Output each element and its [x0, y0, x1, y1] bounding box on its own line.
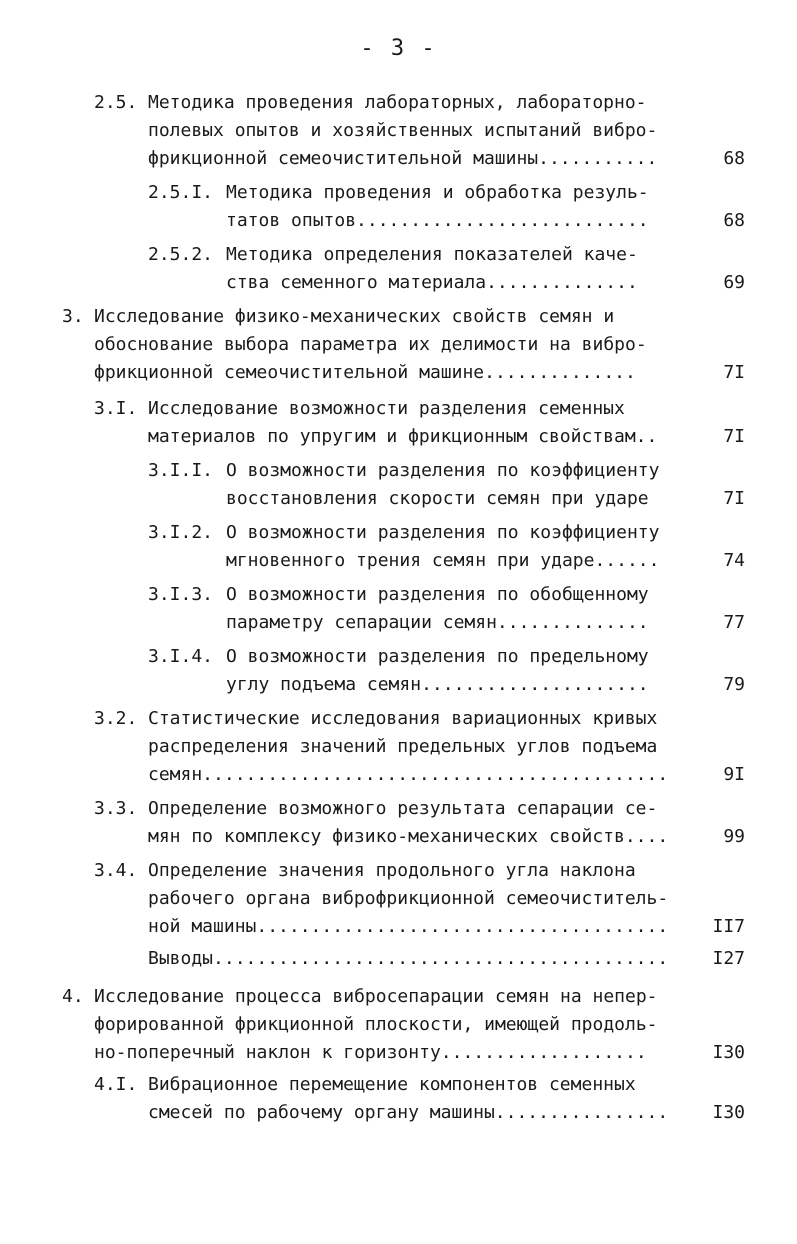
toc-entry-line: полевых опытов и хозяйственных испытаний вибро-	[148, 120, 658, 141]
toc-entry-page: 7I	[723, 362, 745, 383]
toc-entry-number: 4.	[62, 986, 84, 1007]
toc-entry-line: Методика определения показателей каче-	[226, 244, 638, 265]
page-number: - 3 -	[360, 36, 437, 61]
toc-entry-line: Определение возможного результата сепарации се-	[148, 798, 658, 819]
toc-entry-line: Исследование возможности разделения семенных	[148, 398, 625, 419]
toc-entry-line: Исследование физико-механических свойств семян и	[94, 306, 615, 327]
toc-entry-page: 68	[723, 210, 745, 231]
toc-entry-line: О возможности разделения по коэффициенту	[226, 522, 660, 543]
toc-entry-number: 3.I.4.	[148, 646, 214, 667]
toc-entry-number: 2.5.2.	[148, 244, 214, 265]
toc-entry-page: 68	[723, 148, 745, 169]
toc-entry-line: Статистические исследования вариационных кривых	[148, 708, 658, 729]
toc-entry-page: 77	[723, 612, 745, 633]
toc-entry-line: материалов по упругим и фрикционным свойствам..	[148, 426, 658, 447]
toc-entry-line: татов опытов...........................	[226, 210, 649, 231]
toc-entry-page: 79	[723, 674, 745, 695]
toc-entry-line: углу подъема семян.....................	[226, 674, 649, 695]
toc-entry-line: О возможности разделения по коэффициенту	[226, 460, 660, 481]
toc-entry-number: 3.4.	[94, 860, 138, 881]
toc-entry-line: рабочего органа виброфрикционной семеочиститель-	[148, 888, 669, 909]
toc-entry-number: 3.3.	[94, 798, 138, 819]
toc-entry-page: 7I	[723, 488, 745, 509]
toc-entry-number: 3.2.	[94, 708, 138, 729]
toc-entry-number: 3.	[62, 306, 84, 327]
toc-entry-page: 7I	[723, 426, 745, 447]
toc-entry-line: ства семенного материала..............	[226, 272, 638, 293]
toc-entry-page: 74	[723, 550, 745, 571]
toc-entry-page: II7	[712, 916, 745, 937]
toc-entry-line: фрикционной семеочистительной машины...........	[148, 148, 658, 169]
toc-entry-line: фрикционной семеочистительной машине..............	[94, 362, 636, 383]
toc-entry-number: 3.I.2.	[148, 522, 214, 543]
toc-entry-number: 3.I.3.	[148, 584, 214, 605]
toc-entry-line: форированной фрикционной плоскости, имеющей продоль-	[94, 1014, 658, 1035]
toc-entry-line: обоснование выбора параметра их делимости на вибро-	[94, 334, 647, 355]
toc-entry-number: 2.5.I.	[148, 182, 214, 203]
toc-entry-page: I30	[712, 1042, 745, 1063]
toc-entry-line: семян...........................................	[148, 764, 669, 785]
toc-entry-page: 69	[723, 272, 745, 293]
toc-entry-number: 4.I.	[94, 1074, 138, 1095]
toc-entry-line: Определение значения продольного угла наклона	[148, 860, 636, 881]
toc-entry-line: О возможности разделения по обобщенному	[226, 584, 649, 605]
toc-entry-line: Исследование процесса вибросепарации семян на непер-	[94, 986, 658, 1007]
toc-entry-line: но-поперечный наклон к горизонту...................	[94, 1042, 647, 1063]
toc-entry-line: Методика проведения и обработка резуль-	[226, 182, 649, 203]
toc-entry-page: 99	[723, 826, 745, 847]
toc-entry-line: Вибрационное перемещение компонентов семенных	[148, 1074, 636, 1095]
toc-entry-line: мян по комплексу физико-механических свойств....	[148, 826, 669, 847]
toc-entry-line: мгновенного трения семян при ударе......	[226, 550, 660, 571]
toc-entry-number: 2.5.	[94, 92, 138, 113]
toc-entry-line: О возможности разделения по предельному	[226, 646, 649, 667]
toc-entry-line: распределения значений предельных углов подъема	[148, 736, 658, 757]
toc-entry-page: I30	[712, 1102, 745, 1123]
toc-entry-number: 3.I.	[94, 398, 138, 419]
toc-entry-line: восстановления скорости семян при ударе	[226, 488, 649, 509]
toc-entry-line: Методика проведения лабораторных, лабораторно-	[148, 92, 647, 113]
toc-entry-line: ной машины......................................	[148, 916, 669, 937]
toc-entry-line: смесей по рабочему органу машины................	[148, 1102, 669, 1123]
toc-entry-line: Выводы..........................................	[148, 948, 669, 969]
toc-entry-page: 9I	[723, 764, 745, 785]
toc-entry-line: параметру сепарации семян..............	[226, 612, 649, 633]
toc-entry-number: 3.I.I.	[148, 460, 214, 481]
toc-entry-page: I27	[712, 948, 745, 969]
